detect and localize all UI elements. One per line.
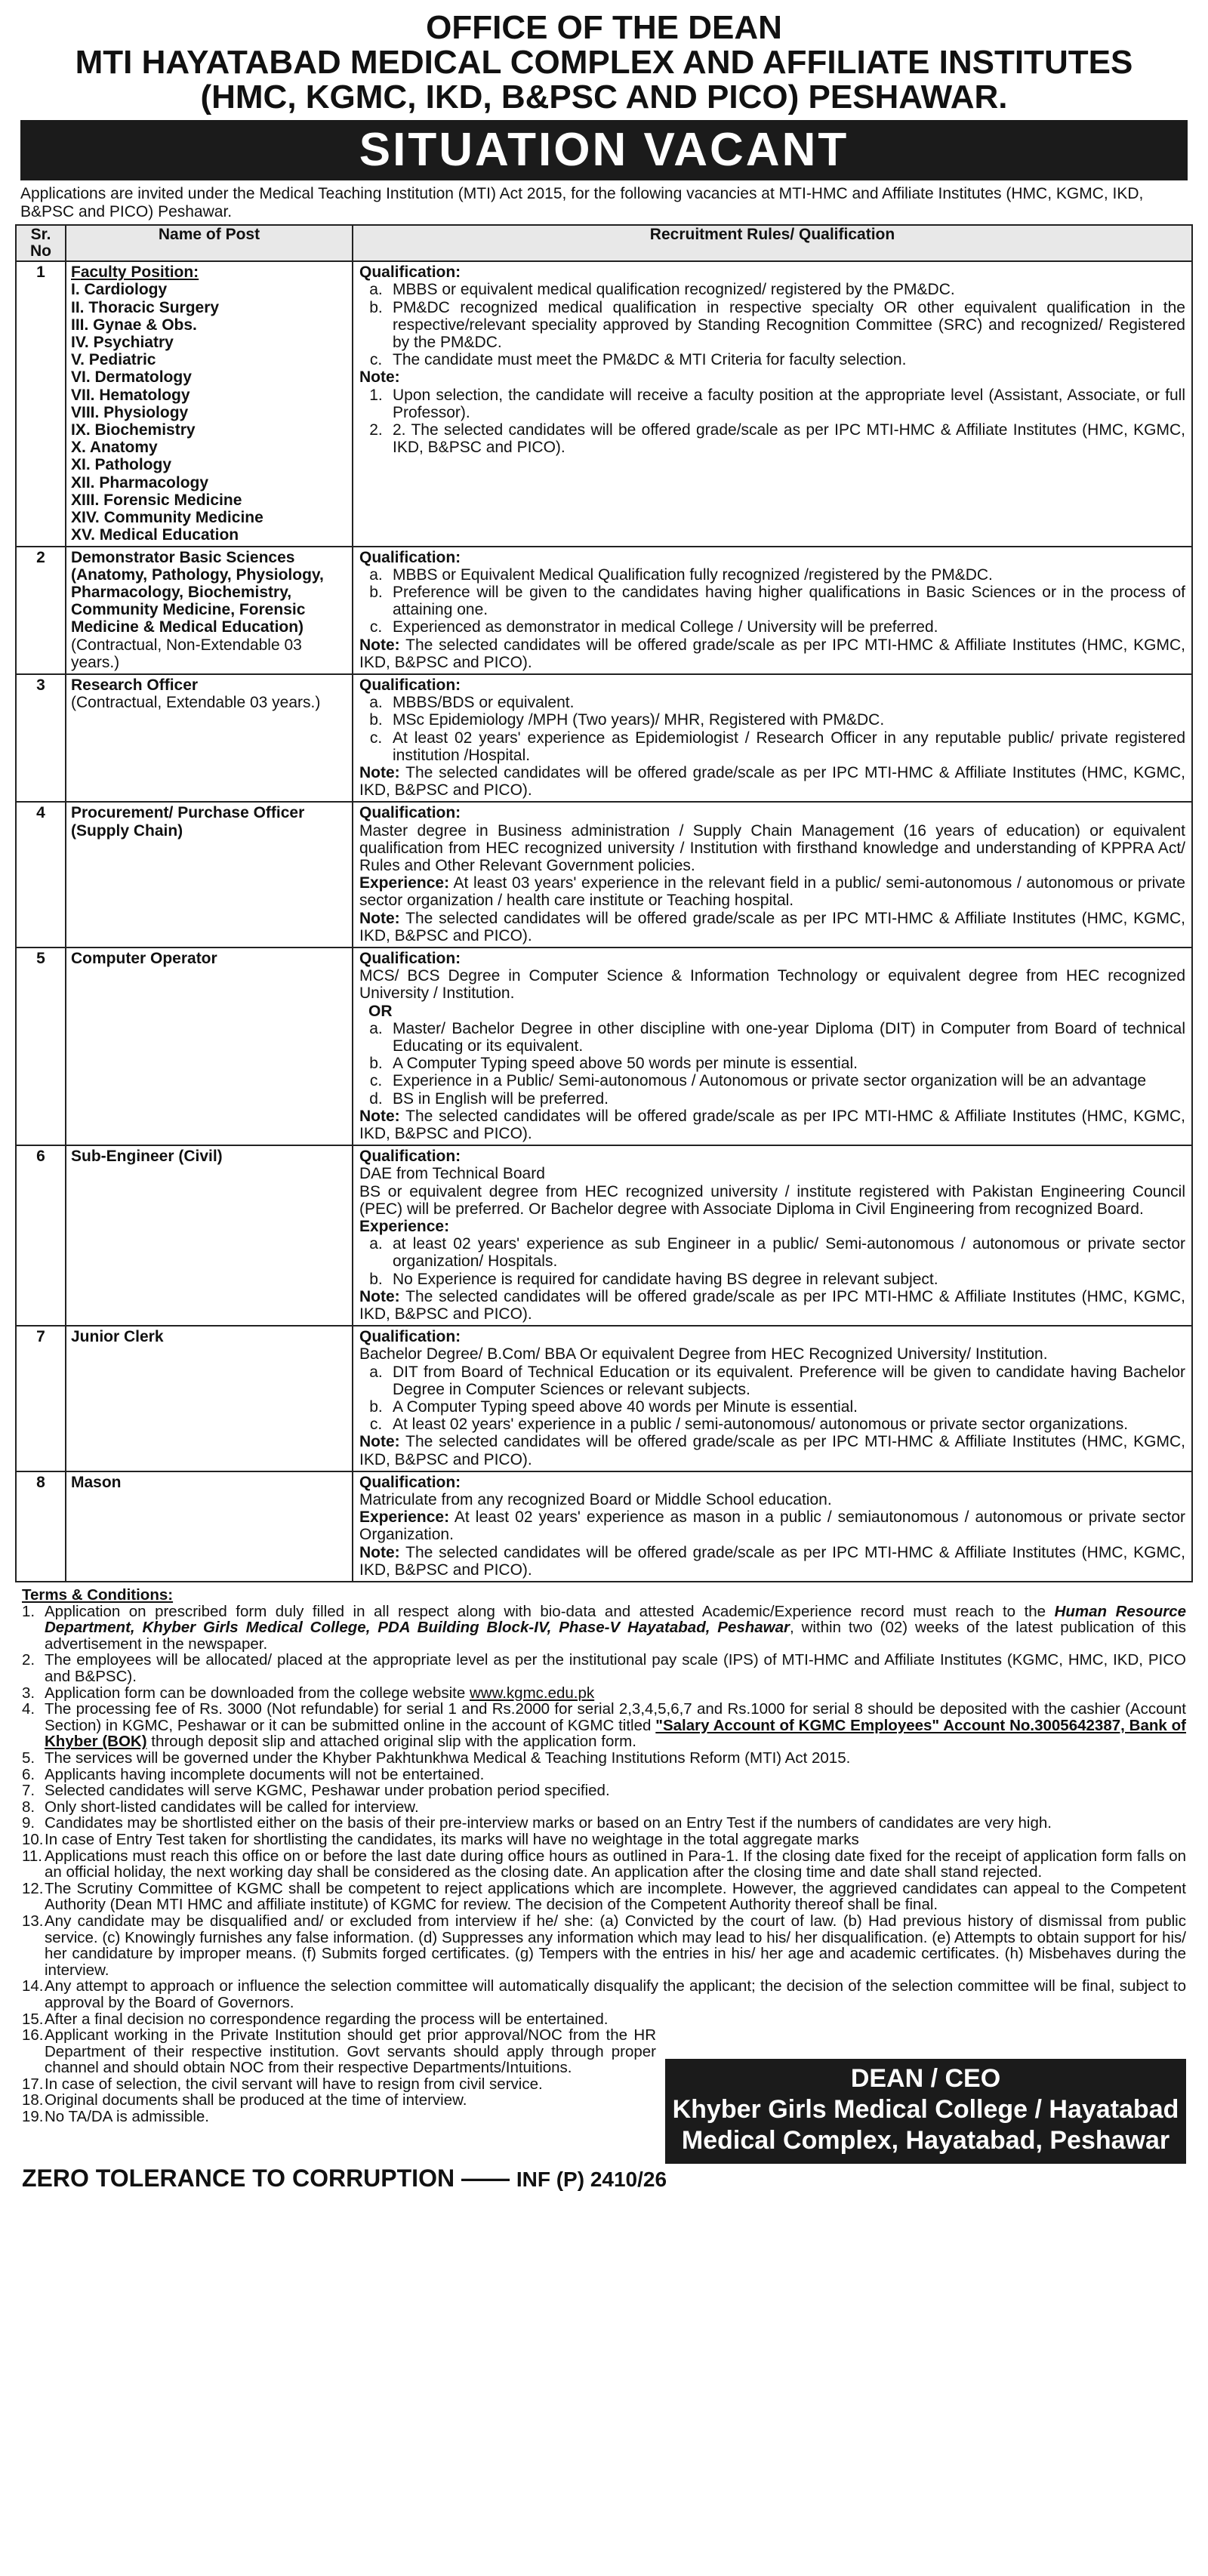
list-item: a. MBBS/BDS or equivalent.	[369, 694, 575, 712]
term-item: 8. Only short-listed candidates will be called for interview.	[22, 1798, 419, 1816]
list-item: c. At least 02 years' experience in a public / semi-autonomous/ autonomous or private sector organizations.	[369, 1416, 1129, 1434]
post-terms: (Contractual, Non-Extendable 03 years.)	[71, 636, 302, 671]
sr-no: 7	[16, 1326, 66, 1471]
qualification-text: Bachelor Degree/ B.Com/ BBA Or equivalent Degree from HEC Recognized University/ Institution.	[359, 1345, 1048, 1363]
list-item: b. PM&DC recognized medical qualification in respective specialty OR other equivalent qualification in the respective/relevant speciality approved by Standing Recognition Committee (SRC) and recognized/ Registered by the PM&DC.	[369, 298, 1185, 352]
sr-no: 6	[16, 1145, 66, 1326]
qualification-text: MCS/ BCS Degree in Computer Science & Information Technology or equivalent degree from HEC recognized University / Institution.	[359, 967, 1185, 1003]
post-name	[66, 1471, 353, 1582]
or-label: OR	[368, 1002, 393, 1020]
note-text: The selected candidates will be offered grade/scale as per IPC MTI-HMC & Affiliate Institutes (HMC, KGMC, IKD, B&PSC and PICO).	[359, 1287, 1185, 1323]
inf-number: INF (P) 2410/26	[516, 2167, 667, 2191]
note	[359, 764, 1185, 799]
dept-item: XIV. Community Medicine	[71, 509, 263, 527]
header-name-of-post: Name of Post	[66, 225, 353, 261]
post-name	[66, 1326, 353, 1471]
post-name	[66, 802, 353, 948]
list-item: a. DIT from Board of Technical Education or its equivalent. Preference will be given to candidate having Bachelor Degree in Computer Sciences or relevant subjects.	[369, 1363, 1185, 1398]
term-item: 7. Selected candidates will serve KGMC, Peshawar under probation period specified.	[22, 1782, 610, 1800]
note-label: Note:	[359, 636, 400, 654]
term-item: 15. After a final decision no correspondence regarding the process will be entertained.	[22, 2010, 609, 2028]
experience-text: At least 02 years' experience as mason in a public / semiautonomous / autonomous or private sector Organization.	[359, 1508, 1185, 1544]
dean-signature-block	[665, 2059, 1186, 2164]
note	[359, 1544, 1185, 1579]
dept-item: XII. Pharmacology	[71, 473, 209, 491]
requirements	[353, 261, 1192, 546]
post-name	[66, 547, 353, 674]
note-label: Note:	[359, 763, 400, 781]
table-row	[16, 1145, 1192, 1326]
dept-item: I. Cardiology	[71, 281, 168, 299]
post-title: Demonstrator Basic Sciences (Anatomy, Pathology, Physiology, Pharmacology, Biochemistry, Community Medicine, Forensic Medicine & Medical Education)	[71, 548, 324, 636]
note-text: The selected candidates will be offered grade/scale as per IPC MTI-HMC & Affiliate Institutes (HMC, KGMC, IKD, B&PSC and PICO).	[359, 909, 1185, 944]
header-line-2: MTI HAYATABAD MEDICAL COMPLEX AND AFFILIATE INSTITUTES	[75, 43, 1133, 81]
note	[359, 636, 1185, 671]
term-item: 3. Application form can be downloaded from the college website www.kgmc.edu.pk	[22, 1684, 595, 1702]
office-header	[11, 11, 1197, 114]
list-item: b. Preference will be given to the candidates having higher qualifications in Basic Sciences or in the process of attaining one.	[369, 583, 1185, 619]
table-row	[16, 802, 1192, 948]
dept-item: VI. Dermatology	[71, 368, 192, 387]
note-text: The selected candidates will be offered grade/scale as per IPC MTI-HMC & Affiliate Institutes (HMC, KGMC, IKD, B&PSC and PICO).	[359, 1107, 1185, 1142]
dean-title: DEAN / CEO	[850, 2063, 1001, 2093]
sr-no: 1	[16, 261, 66, 546]
dept-item: III. Gynae & Obs.	[71, 316, 197, 334]
dept-item: IX. Biochemistry	[71, 421, 196, 439]
list-item: b. A Computer Typing speed above 50 words per minute is essential.	[369, 1055, 858, 1073]
college-website-link[interactable]: www.kgmc.edu.pk	[469, 1684, 595, 1702]
term-item: 5. The services will be governed under the Khyber Pakhtunkhwa Medical & Teaching Institutions Reform (MTI) Act 2015.	[22, 1749, 851, 1767]
note-label: Note:	[359, 1543, 400, 1561]
term-item: 6. Applicants having incomplete documents will not be entertained.	[22, 1765, 485, 1783]
requirements	[353, 674, 1192, 802]
experience-label: Experience:	[359, 1218, 450, 1236]
dept-item: II. Thoracic Surgery	[71, 298, 220, 316]
note	[359, 1433, 1185, 1468]
requirements	[353, 948, 1192, 1145]
note	[359, 1108, 1185, 1142]
note-text: The selected candidates will be offered grade/scale as per IPC MTI-HMC & Affiliate Institutes (HMC, KGMC, IKD, B&PSC and PICO).	[359, 1433, 1185, 1468]
dept-item: IV. Psychiatry	[71, 334, 174, 352]
qualification-label: Qualification:	[359, 1328, 461, 1346]
dean-institution-line-2: Medical Complex, Hayatabad, Peshawar	[681, 2125, 1170, 2155]
table-row	[16, 1471, 1192, 1582]
dept-item: XV. Medical Education	[71, 526, 239, 544]
list-item: c. Experience in a Public/ Semi-autonomous / Autonomous or private sector organization will be an advantage	[369, 1072, 1147, 1090]
note	[359, 1288, 1185, 1323]
qualification-label: Qualification:	[359, 949, 461, 967]
term-item: 4. The processing fee of Rs. 3000 (Not refundable) for serial 1 and Rs.2000 for serial 2,3,4,5,6,7 and Rs.1000 for serial 8 should be deposited with the cashier (Account Section) in KGMC, Peshawar or it can be submitted online in the account of KGMC titled "Salary Account of KGMC Employees" Account No.3005642387, Bank of Khyber (BOK) through deposit slip and attached original slip with the application form.	[22, 1700, 1187, 1751]
requirements	[353, 1145, 1192, 1326]
qualification-text: BS or equivalent degree from HEC recognized university / institute registered with Pakistan Engineering Council (PEC) will be preferred. Or Bachelor degree with Associate Diploma in Civil Engineering from recognized Board.	[359, 1182, 1185, 1218]
requirements	[353, 1326, 1192, 1471]
list-item: a. Master/ Bachelor Degree in other discipline with one-year Diploma (DIT) in Computer from Board of technical Educating or its equivalent.	[369, 1019, 1185, 1055]
note-text: The selected candidates will be offered grade/scale as per IPC MTI-HMC & Affiliate Institutes (HMC, KGMC, IKD, B&PSC and PICO).	[359, 1543, 1185, 1579]
qualification-label: Qualification:	[359, 804, 461, 822]
list-item: 1. Upon selection, the candidate will receive a faculty position at the appropriate level (Assistant, Associate, or full Professor).	[369, 386, 1185, 421]
qualification-text: Master degree in Business administration / Supply Chain Management (16 years of education) or equivalent qualification from HEC recognized university / Institution with firsthand knowledge and understanding of KPPRA Act/ Rules and Other Relevant Government policies.	[359, 821, 1185, 874]
table-row	[16, 547, 1192, 674]
qualification-label: Qualification:	[359, 1148, 461, 1166]
bank-account-details: "Salary Account of KGMC Employees" Account No.3005642387, Bank of Khyber (BOK)	[45, 1716, 1187, 1751]
post-title: Mason	[71, 1473, 122, 1491]
post-title: Procurement/ Purchase Officer (Supply Chain)	[71, 804, 305, 840]
dept-item: X. Anatomy	[71, 439, 158, 457]
note-label: Note:	[359, 1107, 400, 1125]
qualification-label: Qualification:	[359, 263, 461, 282]
experience	[359, 874, 1185, 909]
experience-label: Experience:	[359, 1508, 450, 1527]
post-title: Junior Clerk	[71, 1328, 164, 1346]
term-item: 12. The Scrutiny Committee of KGMC shall be competent to reject applications which are incomplete. However, the aggrieved candidates can appeal to the Competent Authority (Dean MTI HMC and affiliate institute) of KGMC for review. The decision of the Competent Authority thereof shall be final.	[22, 1879, 1186, 1914]
note-label: Note:	[359, 368, 400, 387]
qualification-text: DAE from Technical Board	[359, 1165, 545, 1183]
list-item: b. No Experience is required for candidate having BS degree in relevant subject.	[369, 1270, 938, 1288]
dean-institution-line-1: Khyber Girls Medical College / Hayatabad	[672, 2094, 1179, 2124]
term-item: 10. In case of Entry Test taken for shortlisting the candidates, its marks will have no weightage in the total aggregate marks	[22, 1830, 859, 1848]
note-text: The selected candidates will be offered grade/scale as per IPC MTI-HMC & Affiliate Institutes (HMC, KGMC, IKD, B&PSC and PICO).	[359, 763, 1185, 800]
header-sr-no: Sr. No	[16, 225, 66, 261]
post-title: Sub-Engineer (Civil)	[71, 1148, 223, 1166]
note	[359, 910, 1185, 944]
experience-label: Experience:	[359, 874, 450, 892]
term-item: 14. Any attempt to approach or influence the selection committee will automatically disqualify the applicant; the decision of the selection committee will be final, subject to approval by the Board of Governors.	[22, 1977, 1186, 2011]
list-item: a. at least 02 years' experience as sub Engineer in a public/ Semi-autonomous / autonomous or private sector organization/ Hospitals.	[369, 1235, 1185, 1271]
requirements	[353, 802, 1192, 948]
sr-no: 3	[16, 674, 66, 802]
table-row	[16, 948, 1192, 1145]
note-text: The selected candidates will be offered grade/scale as per IPC MTI-HMC & Affiliate Institutes (HMC, KGMC, IKD, B&PSC and PICO).	[359, 636, 1185, 671]
list-item: c. The candidate must meet the PM&DC & MTI Criteria for faculty selection.	[369, 351, 907, 369]
term-item: 11. Applications must reach this office on or before the last date during office hours as outlined in Para-1. If the closing date fixed for the receipt of application form falls on an official holiday, the next working day shall be considered as the closing date. An application after the closing time and date shall stand rejected.	[22, 1847, 1186, 1881]
header-line-1: OFFICE OF THE DEAN	[426, 9, 782, 46]
list-item: b. A Computer Typing speed above 40 words per Minute is essential.	[369, 1398, 858, 1416]
dept-item: XIII. Forensic Medicine	[71, 491, 242, 509]
list-item: d. BS in English will be preferred.	[369, 1089, 609, 1108]
experience	[359, 1508, 1185, 1543]
table-header-row	[16, 225, 1192, 261]
list-item: a. MBBS or Equivalent Medical Qualification fully recognized /registered by the PM&DC.	[369, 565, 993, 584]
post-name	[66, 948, 353, 1145]
dept-item: VII. Hematology	[71, 386, 190, 404]
table-row	[16, 1326, 1192, 1471]
qualification-text: Matriculate from any recognized Board or Middle School education.	[359, 1491, 832, 1509]
terms-and-conditions	[22, 1587, 1186, 2125]
list-item: a. MBBS or equivalent medical qualification recognized/ registered by the PM&DC.	[369, 281, 955, 299]
post-terms: (Contractual, Extendable 03 years.)	[71, 694, 321, 712]
post-name	[66, 261, 353, 546]
post-title: Computer Operator	[71, 949, 217, 967]
term-item: 1. Application on prescribed form duly filled in all respect along with bio-data and attested Academic/Experience record must reach to the Human Resource Department, Khyber Girls Medical College, PDA Building Block-IV, Phase-V Hayatabad, Peshawar, within two (02) weeks of the latest publication of this advertisement in the newspaper.	[22, 1602, 1186, 1653]
post-name	[66, 674, 353, 802]
table-row	[16, 674, 1192, 802]
qualification-label: Qualification:	[359, 548, 461, 566]
qualification-label: Qualification:	[359, 1473, 461, 1491]
list-item: b. MSc Epidemiology /MPH (Two years)/ MHR, Registered with PM&DC.	[369, 711, 885, 729]
post-title: Research Officer	[71, 676, 199, 694]
term-item: 17. In case of selection, the civil servant will have to resign from civil service.	[22, 2075, 543, 2093]
vacancies-table	[15, 224, 1193, 1582]
sr-no: 2	[16, 547, 66, 674]
dept-item: V. Pediatric	[71, 351, 156, 369]
term-item: 18. Original documents shall be produced at the time of interview.	[22, 2091, 467, 2109]
qualification-label: Qualification:	[359, 676, 461, 694]
note-label: Note:	[359, 909, 400, 927]
term-item: 9. Candidates may be shortlisted either on the basis of their pre-interview marks or based on an Entry Test if the numbers of candidates are very high.	[22, 1814, 1052, 1832]
term-item: 19. No TA/DA is admissible.	[22, 2108, 209, 2126]
dept-item: VIII. Physiology	[71, 403, 189, 421]
post-title: Faculty Position:	[71, 263, 199, 282]
dept-item: XI. Pathology	[71, 456, 172, 474]
term-item: 16. Applicant working in the Private Institution should get prior approval/NOC from the HR Department of their respective institution. Govt servants should apply through proper channel and should obtain NOC from their respective Departments/Intuitions.	[22, 2026, 656, 2077]
intro-paragraph: Applications are invited under the Medical Teaching Institution (MTI) Act 2015, for the following vacancies at MTI-HMC and Affiliate Institutes (HMC, KGMC, IKD, B&PSC and PICO) Peshawar.	[20, 185, 1144, 221]
sr-no: 4	[16, 802, 66, 948]
header-line-3: (HMC, KGMC, IKD, B&PSC AND PICO) PESHAWAR.	[200, 78, 1008, 116]
table-row	[16, 261, 1192, 546]
header-recruitment-rules: Recruitment Rules/ Qualification	[353, 225, 1192, 261]
zero-tolerance-slogan: ZERO TOLERANCE TO CORRUPTION —— INF (P) 2410/26	[22, 2164, 667, 2192]
terms-heading: Terms & Conditions:	[22, 1586, 174, 1604]
list-item: c. At least 02 years' experience as Epidemiologist / Research Officer in any reputable public/ private registered institution /Hospital.	[369, 729, 1185, 764]
term-item: 13. Any candidate may be disqualified and/ or excluded from interview if he/ she: (a) Convicted by the court of law. (b) Had previous history of dismissal from public service. (c) Knowingly furnishes any false information. (d) Suppresses any information which may lead to his/ her disqualification. (e) Attempts to obtain support for his/ her candidature by improper means. (f) Submits forged certificates. (g) Tempers with the entries in his/ her age and academic certificates. (h) Misbehaves during the interview.	[22, 1912, 1186, 1979]
hr-department-address: Human Resource Department, Khyber Girls Medical College, PDA Building Block-IV, Phase-V Hayatabad, Peshawar	[45, 1602, 1186, 1637]
sr-no: 8	[16, 1471, 66, 1582]
list-item: c. Experienced as demonstrator in medical College / University will be preferred.	[369, 618, 938, 636]
requirements	[353, 547, 1192, 674]
requirements	[353, 1471, 1192, 1582]
experience-text: At least 03 years' experience in the relevant field in a public/ semi-autonomous / autonomous or private sector organization / health care institute or Teaching hospital.	[359, 874, 1185, 910]
term-item: 2. The employees will be allocated/ placed at the appropriate level as per the institutional pay scale (IPS) of MTI-HMC and Affiliate Institutes (KGMC, HMC, IKD, PICO and B&PSC).	[22, 1651, 1186, 1686]
situation-vacant-banner: SITUATION VACANT	[20, 120, 1188, 180]
advertisement-page	[11, 0, 1197, 2216]
sr-no: 5	[16, 948, 66, 1145]
note-label: Note:	[359, 1433, 400, 1451]
note-label: Note:	[359, 1287, 400, 1305]
list-item: 2. 2. The selected candidates will be offered grade/scale as per IPC MTI-HMC & Affiliate Institutes (HMC, KGMC, IKD, B&PSC and PICO).	[369, 421, 1185, 457]
post-name	[66, 1145, 353, 1326]
